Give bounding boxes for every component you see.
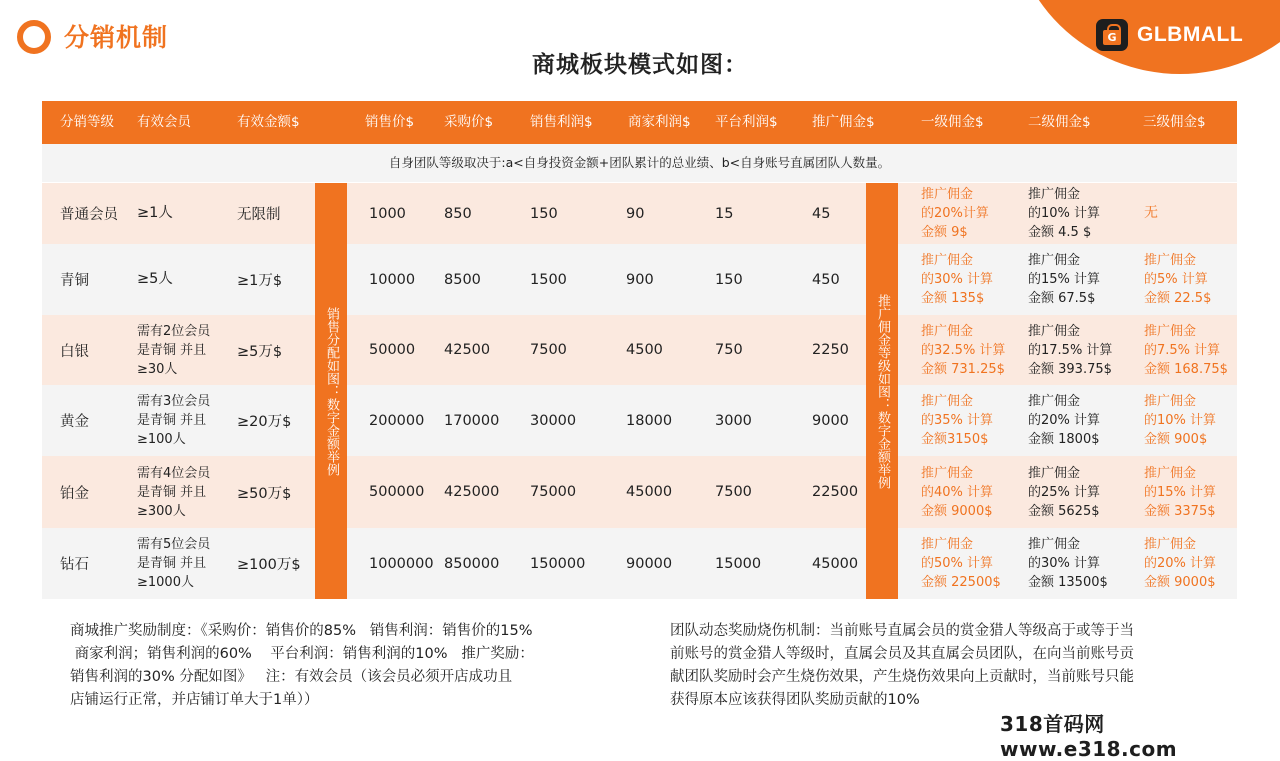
table-header	[42, 101, 1237, 144]
table-cell-sale: 200000	[369, 412, 425, 429]
table-cell-amount: ≥20万$	[237, 414, 292, 430]
cell-line: 的32.5% 计算	[921, 342, 1006, 358]
cell-line: 无	[1144, 205, 1158, 221]
side-label-char: 图	[875, 384, 890, 398]
table-cell-members	[137, 244, 173, 315]
table-cell-amount: ≥50万$	[237, 485, 292, 502]
column-header: 销售利润$	[530, 114, 593, 130]
table-cell-platform_profit: 15000	[715, 555, 762, 572]
side-label-char: 字	[324, 410, 339, 424]
cell-line: 推广佣金	[921, 187, 974, 202]
cell-line: 金额 13500$	[1028, 575, 1108, 590]
cell-line: 的15% 计算	[1028, 272, 1101, 287]
cell-line: 需有5位会员	[137, 537, 211, 552]
cell-line: 推广佣金	[1144, 465, 1197, 481]
table-cell-members	[137, 315, 210, 385]
table-cell-sale_profit: 1500	[530, 271, 567, 288]
table-cell-merchant_profit: 45000	[626, 484, 673, 500]
table-cell-sale_profit: 150000	[530, 555, 586, 572]
cell-line: 推广佣金	[1144, 394, 1197, 409]
table-cell-merchant_profit: 90000	[626, 555, 673, 572]
table-cell-purchase: 170000	[444, 412, 500, 429]
cell-line: 金额3150$	[921, 432, 989, 447]
table-cell-sale_profit: 7500	[530, 342, 567, 358]
cell-line: 是青铜 并且	[137, 484, 207, 500]
cell-line: 金额 9$	[921, 225, 968, 240]
cell-line: 金额 135$	[921, 291, 985, 306]
column-header: 分销等级	[60, 114, 114, 130]
side-label-char: 广	[875, 306, 890, 320]
page-title: 商城板块模式如图：	[532, 52, 748, 78]
table-cell-merchant_profit: 18000	[626, 412, 673, 429]
cell-line: 金额 22500$	[921, 575, 1001, 590]
cell-line: 金额 168.75$	[1144, 361, 1228, 377]
table-row	[42, 183, 1237, 244]
footer-line: 商家利润；销售利润的60% 平台利润：销售利润的10% 推广奖励：	[70, 646, 534, 662]
table-cell-platform_profit: 750	[715, 342, 743, 358]
cell-line: 需有2位会员	[137, 323, 211, 339]
table-cell-purchase: 42500	[444, 342, 491, 358]
section-title: 分销机制	[64, 23, 169, 52]
side-label-char: 额	[875, 449, 890, 463]
table-cell-lv3	[1144, 183, 1158, 244]
footer-line: 店铺运行正常，并店铺订单大于1单））	[70, 692, 319, 708]
column-header: 商家利润$	[628, 114, 691, 130]
cell-line: 金额 731.25$	[921, 361, 1005, 377]
table-cell-sale: 50000	[369, 342, 416, 358]
cell-line: 推广佣金	[1028, 537, 1081, 552]
cell-line: 金额 5625$	[1028, 503, 1100, 519]
footer-line: 献团队奖励时会产生烧伤效果，产生烧伤效果向上贡献时，当前账号只能	[670, 669, 1134, 685]
side-label-char: ：	[875, 397, 890, 411]
table-cell-promo: 45000	[812, 555, 859, 572]
table-cell-merchant_profit: 4500	[626, 342, 663, 358]
table-cell-sale_profit: 75000	[530, 484, 577, 500]
side-label-char: 例	[875, 475, 890, 489]
table-cell-lv1	[921, 528, 1001, 599]
cell-line: 的25% 计算	[1028, 484, 1101, 500]
table-cell-sale_profit: 30000	[530, 412, 577, 429]
side-label-sales-allocation	[315, 183, 347, 599]
cell-line: 推广佣金	[1028, 323, 1081, 339]
side-label-char: 级	[875, 358, 890, 372]
cell-line: 的15% 计算	[1144, 484, 1217, 500]
table-cell-promo: 2250	[812, 342, 849, 358]
column-header: 二级佣金$	[1028, 114, 1091, 130]
side-label-char: 金	[875, 436, 890, 450]
brand-name: GLBMALL	[1137, 23, 1244, 46]
column-header: 平台利润$	[715, 114, 778, 130]
table-cell-lv2	[1028, 456, 1100, 528]
footer-line: 获得原本应该获得团队奖励贡献的10%	[670, 692, 920, 708]
cell-line: 金额 67.5$	[1028, 291, 1096, 306]
table-cell-lv2	[1028, 315, 1112, 385]
table-cell-lv2	[1028, 528, 1108, 599]
table-cell-members	[137, 456, 210, 528]
cell-line: ≥1000人	[137, 575, 194, 590]
table-cell-lv3	[1144, 456, 1216, 528]
side-label-char: 例	[324, 462, 339, 476]
watermark: 318首码网 www.e318.com	[1000, 712, 1178, 761]
cell-line: 的50% 计算	[921, 556, 994, 571]
column-header: 推广佣金$	[812, 114, 875, 130]
side-label-commission-levels	[866, 183, 898, 599]
table-cell-promo: 22500	[812, 484, 859, 500]
column-header: 有效金额$	[237, 114, 300, 130]
table-cell-amount: ≥5万$	[237, 343, 283, 360]
cell-line: 金额 3375$	[1144, 503, 1216, 519]
table-cell-lv3	[1144, 528, 1216, 599]
cell-line: 金额 9000$	[1144, 575, 1216, 590]
footer-line: 销售利润的30% 分配如图》 注：有效会员（该会员必须开店成功且	[70, 669, 513, 685]
table-cell-merchant_profit: 90	[626, 205, 645, 222]
table-cell-level: 钻石	[60, 557, 89, 573]
table-cell-lv1	[921, 315, 1005, 385]
table-cell-platform_profit: 3000	[715, 412, 752, 429]
cell-line: 的35% 计算	[921, 413, 994, 428]
cell-line: 金额 393.75$	[1028, 361, 1112, 377]
cell-line: 推广佣金	[1144, 323, 1197, 339]
table-cell-merchant_profit: 900	[626, 271, 654, 288]
side-label-char: 金	[324, 423, 339, 437]
footer-right-text	[670, 620, 1240, 712]
side-label-char: 金	[875, 332, 890, 346]
cell-line: 需有3位会员	[137, 394, 211, 409]
table-cell-lv1	[921, 456, 993, 528]
table-cell-sale: 1000	[369, 205, 406, 222]
table-cell-promo: 450	[812, 271, 840, 288]
table-cell-sale: 1000000	[369, 555, 434, 572]
cell-line: 的20% 计算	[1144, 556, 1217, 571]
footer-line: 前账号的赏金猎人等级时，直属会员及其直属会员团队，在向当前账号贡	[670, 646, 1134, 662]
column-header: 销售价$	[365, 114, 415, 130]
cell-line: 的30% 计算	[921, 272, 994, 287]
table-row	[42, 385, 1237, 456]
table-notice: 自身团队等级取决于:a<自身投资金额+团队累计的总业绩、b<自身账号直属团队人数量。	[42, 144, 1237, 182]
cell-line: 是青铜 并且	[137, 342, 207, 358]
side-label-char: 如	[324, 358, 339, 372]
cell-line: 金额 9000$	[921, 503, 993, 519]
table-cell-sale_profit: 150	[530, 205, 558, 222]
table-cell-purchase: 8500	[444, 271, 481, 288]
cell-line: ≥5人	[137, 271, 173, 287]
side-label-char: 举	[875, 462, 890, 476]
column-header: 三级佣金$	[1143, 114, 1206, 130]
table-cell-lv2	[1028, 385, 1100, 456]
side-label-char: 销	[324, 306, 339, 320]
side-label-char: 分	[324, 332, 339, 346]
table-cell-lv2	[1028, 183, 1100, 244]
side-label-char: 售	[324, 319, 339, 333]
footer-line: 商城推广奖励制度：《采购价：销售价的85% 销售利润：销售价的15%	[70, 623, 533, 639]
table-cell-amount: ≥100万$	[237, 557, 301, 573]
cell-line: 需有4位会员	[137, 465, 211, 481]
table-cell-level: 白银	[60, 343, 89, 360]
side-label-char: 举	[324, 449, 339, 463]
side-label-char: 额	[324, 436, 339, 450]
column-header: 一级佣金$	[921, 114, 984, 130]
cell-line: 的10% 计算	[1028, 206, 1101, 221]
table-cell-purchase: 850000	[444, 555, 500, 572]
table-cell-lv1	[921, 183, 989, 244]
cell-line: 的20%计算	[921, 206, 989, 221]
cell-line: 推广佣金	[1028, 394, 1081, 409]
table-cell-promo: 9000	[812, 412, 849, 429]
table-cell-level: 普通会员	[60, 207, 118, 223]
cell-line: 的10% 计算	[1144, 413, 1217, 428]
footer-left-text	[70, 620, 640, 712]
side-label-char: 配	[324, 345, 339, 359]
table-cell-level: 黄金	[60, 414, 89, 430]
table-cell-sale: 10000	[369, 271, 416, 288]
cell-line: ≥300人	[137, 503, 186, 519]
side-label-char: 推	[875, 293, 890, 307]
table-cell-lv3	[1144, 385, 1216, 456]
side-label-char: 佣	[875, 319, 890, 333]
cell-line: 的40% 计算	[921, 484, 994, 500]
cell-line: 推广佣金	[1144, 253, 1197, 268]
table-cell-platform_profit: 7500	[715, 484, 752, 500]
cell-line: 金额 1800$	[1028, 432, 1100, 447]
side-label-char: 图	[324, 371, 339, 385]
table-cell-amount: ≥1万$	[237, 273, 283, 289]
side-label-char: 字	[875, 423, 890, 437]
table-row	[42, 315, 1237, 385]
footer-line: 团队动态奖励烧伤机制：当前账号直属会员的赏金猎人等级高于或等于当	[670, 623, 1134, 639]
cell-line: 是青铜 并且	[137, 413, 207, 428]
table-cell-lv1	[921, 244, 993, 315]
table-cell-platform_profit: 15	[715, 205, 734, 222]
table-cell-lv2	[1028, 244, 1100, 315]
table-cell-promo: 45	[812, 205, 831, 222]
cell-line: 的20% 计算	[1028, 413, 1101, 428]
table-cell-lv3	[1144, 315, 1228, 385]
cell-line: 推广佣金	[921, 465, 974, 481]
column-header: 有效会员	[137, 114, 191, 130]
cell-line: 金额 22.5$	[1144, 291, 1212, 306]
cell-line: 的30% 计算	[1028, 556, 1101, 571]
table-cell-purchase: 850	[444, 205, 472, 222]
cell-line: ≥30人	[137, 361, 178, 377]
cell-line: 的17.5% 计算	[1028, 342, 1113, 358]
table-row	[42, 244, 1237, 315]
cell-line: 推广佣金	[921, 323, 974, 339]
side-label-char: 数	[324, 397, 339, 411]
table-cell-level: 青铜	[60, 273, 89, 289]
cell-line: 的5% 计算	[1144, 272, 1208, 287]
table-cell-amount: 无限制	[237, 207, 281, 223]
side-label-char: 等	[875, 345, 890, 359]
side-label-char: 数	[875, 410, 890, 424]
table-row	[42, 456, 1237, 528]
cell-line: 推广佣金	[921, 394, 974, 409]
table-cell-platform_profit: 150	[715, 271, 743, 288]
table-row	[42, 528, 1237, 599]
cell-line: 推广佣金	[1028, 253, 1081, 268]
cell-line: 是青铜 并且	[137, 556, 207, 571]
cell-line: 推广佣金	[1144, 537, 1197, 552]
shopping-bag-icon: G	[1096, 19, 1128, 51]
cell-line: 推广佣金	[1028, 187, 1081, 202]
cell-line: 推广佣金	[921, 537, 974, 552]
table-cell-members	[137, 385, 210, 456]
side-label-char: 如	[875, 371, 890, 385]
cell-line: ≥1人	[137, 205, 173, 221]
side-label-char: ：	[324, 384, 339, 398]
table-cell-members	[137, 183, 173, 244]
table-cell-level: 铂金	[60, 485, 89, 502]
table-cell-purchase: 425000	[444, 484, 500, 500]
table-cell-members	[137, 528, 210, 599]
column-header: 采购价$	[444, 114, 494, 130]
cell-line: 推广佣金	[921, 253, 974, 268]
table-cell-sale: 500000	[369, 484, 425, 500]
table-cell-lv3	[1144, 244, 1211, 315]
cell-line: 金额 4.5 $	[1028, 225, 1092, 240]
table-cell-lv1	[921, 385, 993, 456]
cell-line: 的7.5% 计算	[1144, 342, 1221, 358]
cell-line: ≥100人	[137, 432, 186, 447]
cell-line: 推广佣金	[1028, 465, 1081, 481]
cell-line: 金额 900$	[1144, 432, 1208, 447]
